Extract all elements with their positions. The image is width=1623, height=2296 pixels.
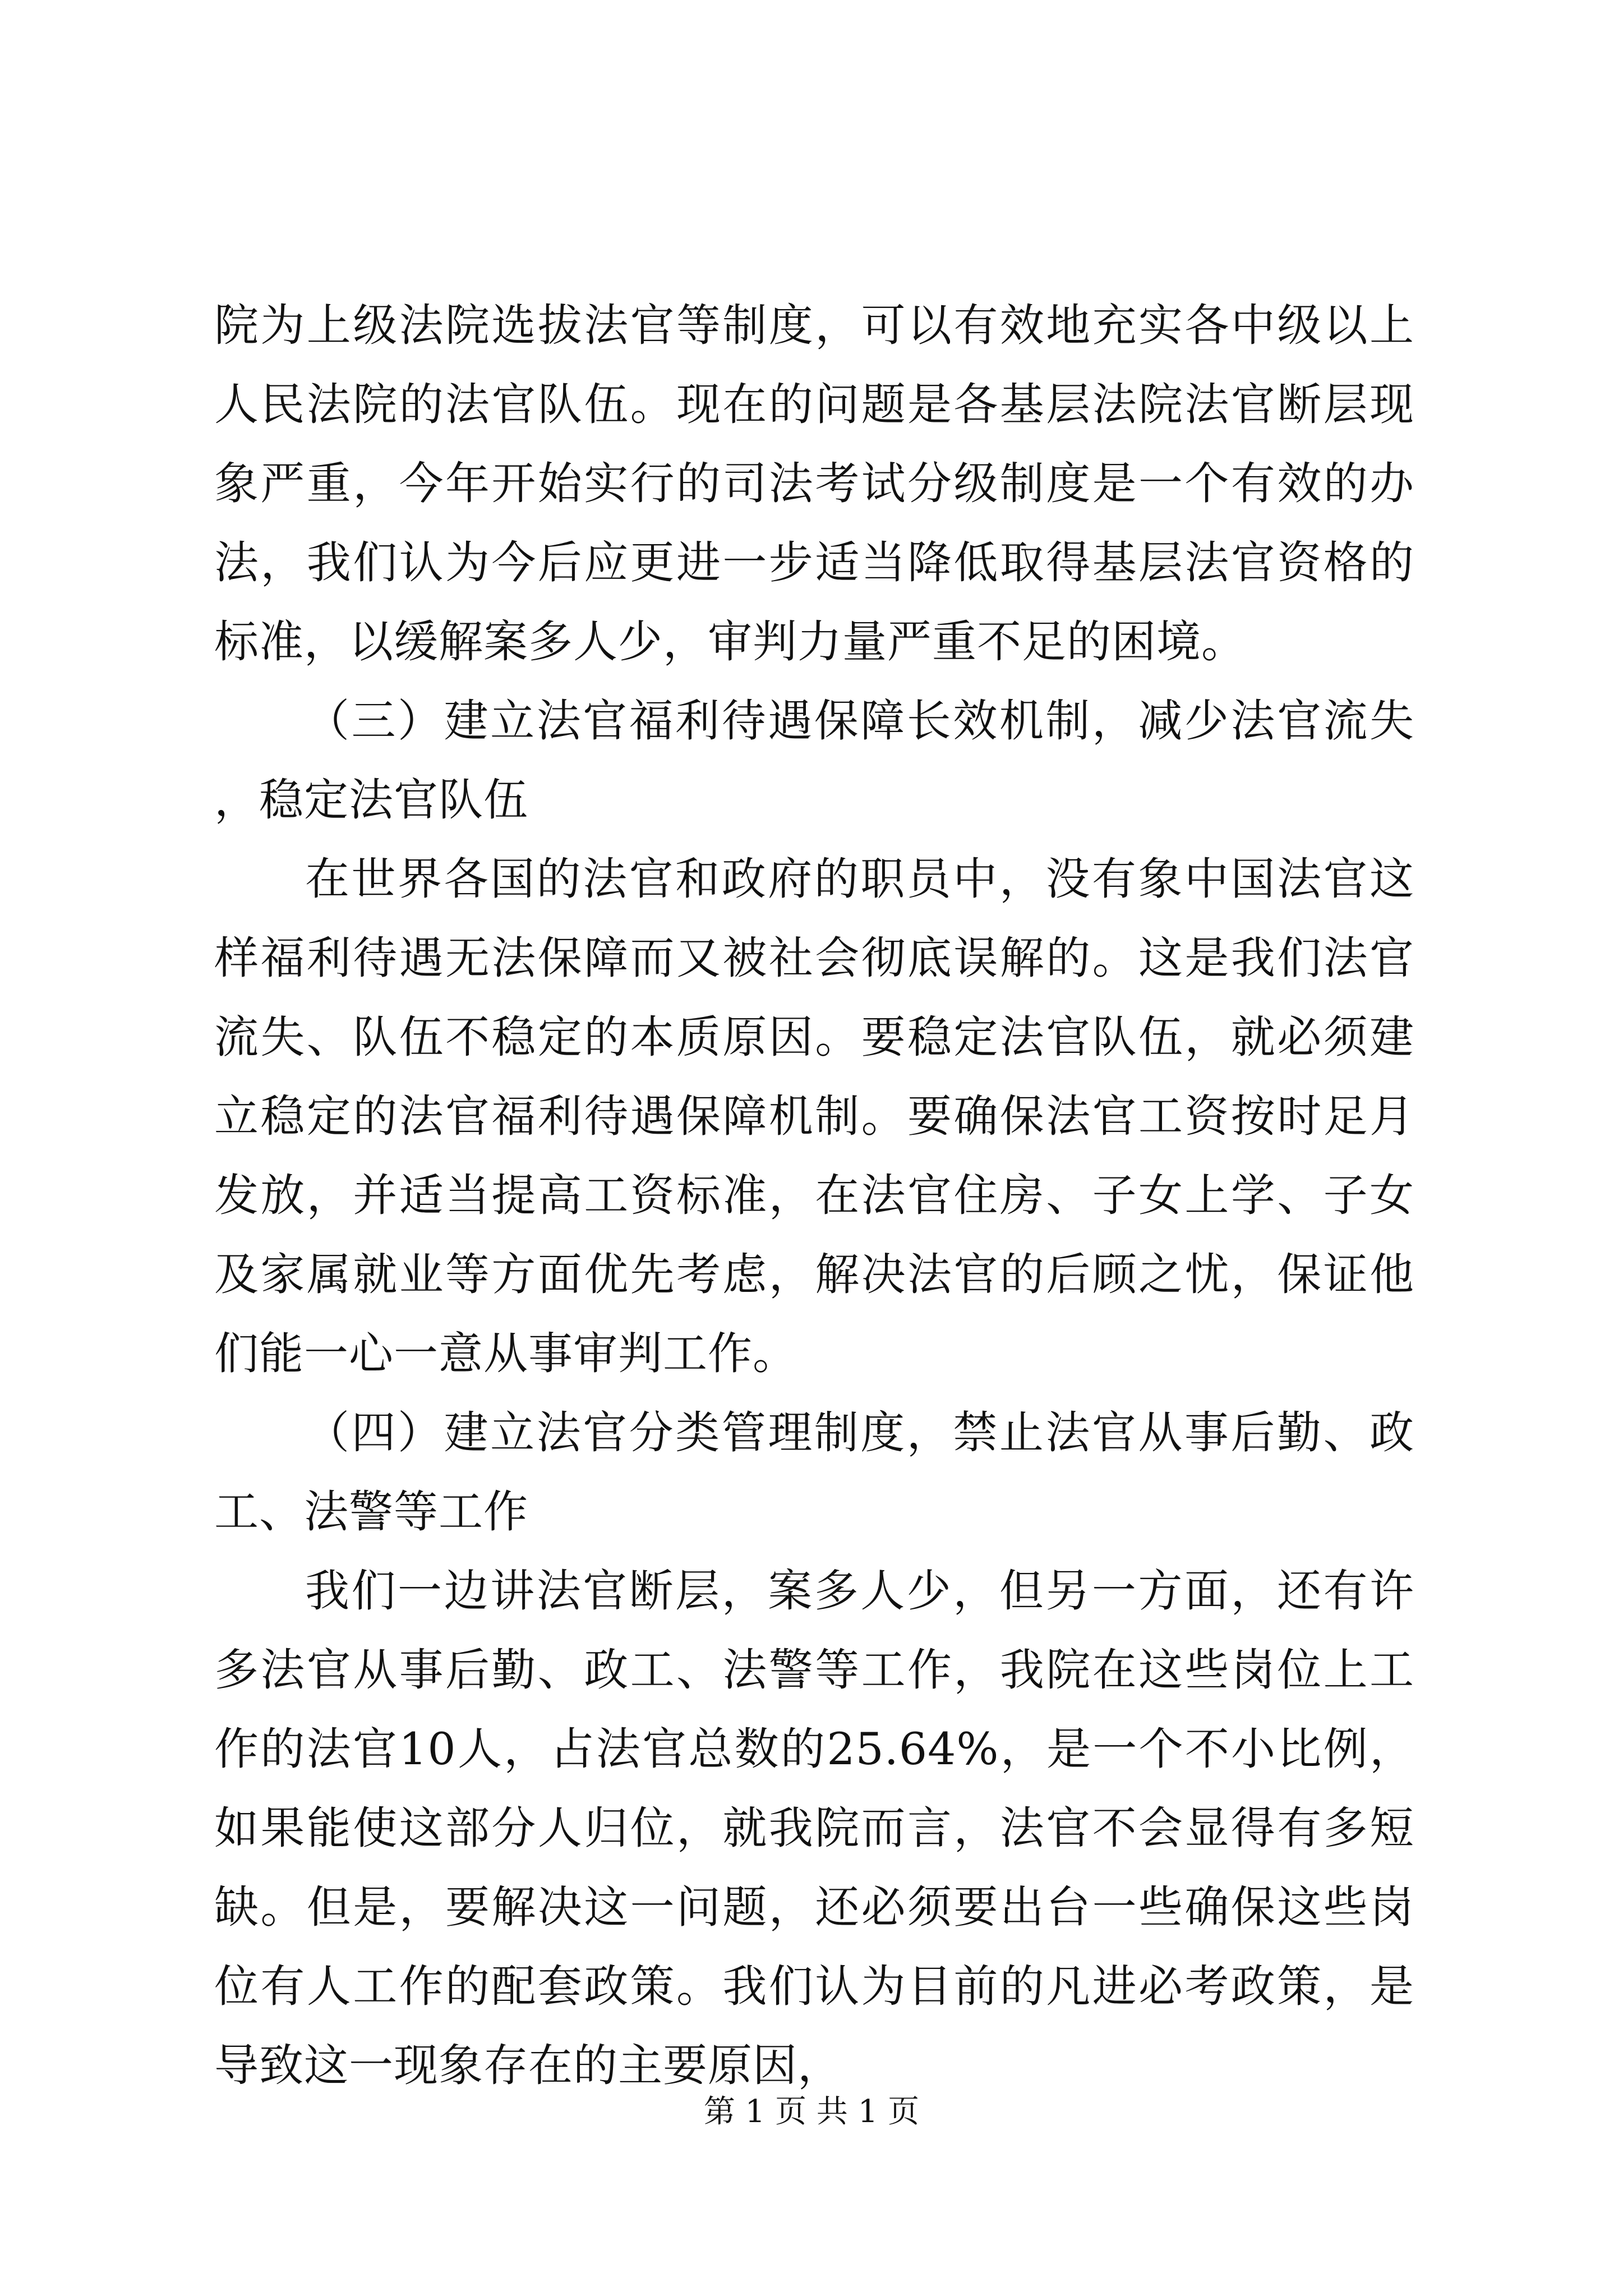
- page-number-footer: 第 1 页 共 1 页: [703, 2093, 920, 2130]
- section-heading-3: （三）建立法官福利待遇保障长效机制，减少法官流失，稳定法官队伍: [214, 695, 1414, 826]
- paragraph-1: 院为上级法院选拔法官等制度，可以有效地充实各中级以上人民法院的法官队伍。现在的问题是各基层法院法官断层现象严重，今年开始实行的司法考试分级制度是一个有效的办法，我们认为今后应更进一步适当降低取得基层法官资格的标准，以缓解案多人少，审判力量严重不足的困境。: [214, 300, 1414, 668]
- document-body: [214, 286, 1414, 2105]
- paragraph-2: 在世界各国的法官和政府的职员中，没有象中国法官这样福利待遇无法保障而又被社会彻底误解的。这是我们法官流失、队伍不稳定的本质原因。要稳定法官队伍，就必须建立稳定的法官福利待遇保障机制。要确保法官工资按时足月发放，并适当提高工资标准，在法官住房、子女上学、子女及家属就业等方面优先考虑，解决法官的后顾之忧，保证他们能一心一意从事审判工作。: [214, 853, 1414, 1379]
- paragraph-3: 我们一边讲法官断层，案多人少，但另一方面，还有许多法官从事后勤、政工、法警等工作，我院在这些岗位上工作的法官10人，占法官总数的25.64%，是一个不小比例，如果能使这部分人归位，就我院而言，法官不会显得有多短缺。但是，要解决这一问题，还必须要出台一些确保这些岗位有人工作的配套政策。我们认为目前的凡进必考政策，是导致这一现象存在的主要原因，: [214, 1565, 1414, 2091]
- section-heading-4: （四）建立法官分类管理制度，禁止法官从事后勤、政工、法警等工作: [214, 1407, 1414, 1538]
